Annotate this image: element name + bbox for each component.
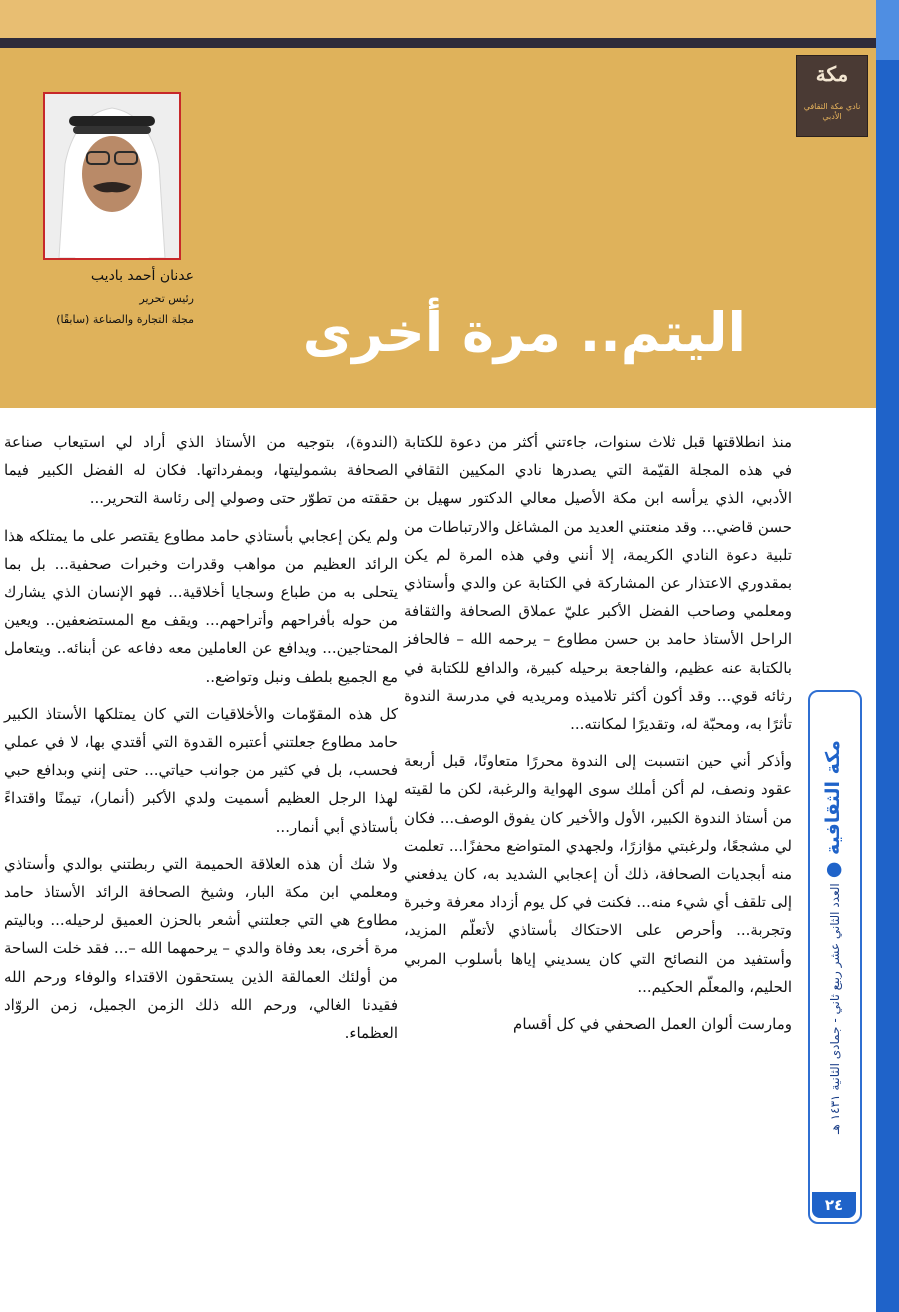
side-magazine-name: مكة الثقافية ● [822, 740, 844, 879]
right-edge-strip-top [876, 0, 899, 60]
right-edge-strip [876, 0, 899, 1312]
side-band [808, 690, 858, 1185]
author-photo [43, 92, 181, 260]
article-column-right [404, 428, 792, 1047]
logo-text: نادي مكة الثقافي الأدبي [803, 102, 861, 121]
club-logo [796, 55, 868, 137]
paragraph: منذ انطلاقتها قبل ثلاث سنوات، جاءتني أكثر من دعوة للكتابة في هذه المجلة القيّمة التي يصدرها نادي المكيين الثقافي الأدبي، الذي يرأسه ابن مكة الأصيل معالي الدكتور سهيل بن حسن قاضي... وقد منعتني العديد من المشاغل والارتباطات من تلبية دعوة النادي الكريمة، إلا أنني وفي هذه المرة لم يكن بمقدوري الاعتذار عن المشاركة في الكتابة عن والدي وأستاذي ومعلمي وصاحب الفضل الأكبر عليّ عملاق الصحافة والثقافة الراحل الأستاذ حامد بن حسن مطاوع – يرحمه الله – فالحافز بالكتابة عنه عظيم، والفاجعة برحيله كبيرة، والدافع للكتابة في رثائه قوي... وقد أكون أكثر تلاميذه ومريديه في مدرسة الندوة تأثرًا به، ومحبّة له، وتقديرًا لمكانته... [404, 433, 792, 734]
author-role: رئيس تحرير [139, 292, 194, 305]
top-cream-band [0, 0, 876, 38]
author-magazine: مجلة التجارة والصناعة (سابقًا) [56, 313, 194, 326]
article-column-left [4, 428, 398, 1056]
paragraph: ولم يكن إعجابي بأستاذي حامد مطاوع يقتصر على ما يمتلكه هذا الرائد العظيم من مواهب وقدرات وخبرات صحفية... بل بما يتحلى به من طباع وسجايا أخلاقية... فهو الإنسان الذي يشارك من حوله بأفراحهم وأتراحهم... ويقف مع المستضعفين.. ويعين المحتاجين... ويدافع عن العاملين معه دفاعه عن أبنائه.. ويتعامل مع الجميع بلطف ونبل وتواضع.. [4, 526, 398, 686]
side-issue-info: العدد الثاني عشر ربيع ثاني - جمادى الثانية ١٤٣١ هـ [828, 883, 842, 1134]
author-portrait-illustration [45, 94, 179, 258]
paragraph: ومارست ألوان العمل الصحفي في كل أقسام [513, 1015, 792, 1034]
paragraph: كل هذه المقوّمات والأخلاقيات التي كان يمتلكها الأستاذ الكبير حامد مطاوع جعلتني أعتبره القدوة التي أقتدي بها، لا في عملي فحسب، بل في كثير من جوانب حياتي... حتى إنني وبدافع حبي لهذا الرجل العظيم أسميت ولدي الأكبر (أنمار)، تيمنًا واقتداءً بأستاذي أبي أنمار... [4, 704, 398, 836]
page-number: ٢٤ [812, 1192, 856, 1218]
logo-mark: مكة [815, 62, 849, 86]
side-band-text [808, 690, 858, 1185]
author-name: عدنان أحمد باديب [90, 268, 194, 284]
paragraph: ولا شك أن هذه العلاقة الحميمة التي ربطتني بوالدي وأستاذي ومعلمي ابن مكة البار، وشيخ الصحافة الرائد الأستاذ حامد مطاوع هي التي جعلتني أشعر بالحزن العميق لرحيله... وباليتم مرة أخرى، بعد وفاة والدي – يرحمهما الله –... فقد خلت الساحة من أولئك العمالقة الذين يستحقون الاقتداء والوفاء ورحم الله فقيدنا الغالي، ورحم الله ذلك الزمن الجميل، زمن الروّاد العظماء. [4, 854, 398, 1043]
top-dark-rule [0, 38, 876, 48]
paragraph: وأذكر أني حين انتسبت إلى الندوة محررًا متعاونًا، قبل أربعة عقود ونصف، لم أكن أملك سوى الهواية والرغبة، لكن ما لقيته من أستاذ الندوة الكبير، الأول والأخير كان يفوق الوصف... فكان لي مشجعًا، ولرغبتي مؤازرًا، ولجهدي المتواضع محفزًا... تعلمت منه أبجديات الصحافة، ذلك أن إعجابي الشديد به، كان يدفعني إلى تلقف أي شيء منه... فكنت في كل يوم أزداد معرفة وخبرة وتجربة... وأحرص على الاحتكاك بأستاذي لأتعلّم المزيد، وأستفيد من النصائح التي كان يسديني إياها بأسلوب المربي الحليم، والمعلّم الحكيم... [404, 752, 792, 996]
paragraph: (الندوة)، بتوجيه من الأستاذ الذي أراد لي استيعاب صناعة الصحافة بشموليتها، وبمفرداتها. فكان له الفضل الكبير فيما حققته من تطوّر حتى وصولي إلى رئاسة التحرير... [4, 433, 398, 508]
article-title: اليتم.. مرة أخرى [302, 301, 746, 364]
